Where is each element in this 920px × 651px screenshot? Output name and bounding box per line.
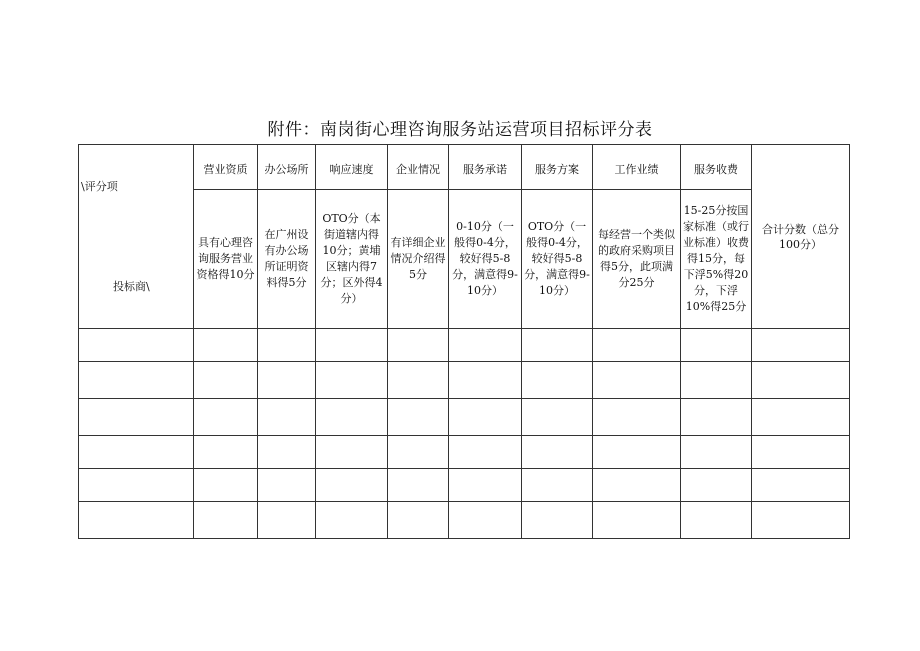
table-cell [388,502,449,539]
table-cell [681,399,752,436]
table-cell [449,399,522,436]
criteria-company: 有详细企业情况介绍得5分 [388,190,449,329]
header-performance: 工作业绩 [593,145,681,190]
table-cell [79,469,194,502]
table-row [79,469,850,502]
table-cell [449,436,522,469]
header-fee: 服务收费 [681,145,752,190]
table-cell [593,329,681,362]
table-cell [522,502,593,539]
corner-bottom-label: 投标商\ [113,280,150,293]
table-cell [79,436,194,469]
scoring-table [78,144,850,539]
table-row [79,329,850,362]
table-cell [258,362,316,399]
table-cell [316,436,388,469]
table-cell [79,362,194,399]
table-cell [258,399,316,436]
table-row [79,362,850,399]
criteria-fee: 15-25分按国家标准（或行业标准）收费得15分，每下浮5%得20分，下浮10%得25分 [681,190,752,329]
table-cell [752,399,850,436]
table-cell [79,502,194,539]
table-cell [388,399,449,436]
table-cell [449,362,522,399]
table-cell [522,436,593,469]
header-plan: 服务方案 [522,145,593,190]
table-cell [316,469,388,502]
table-cell [258,436,316,469]
bidder-rows [79,329,850,539]
header-row [79,145,850,190]
table-cell [593,362,681,399]
table-cell [522,469,593,502]
table-cell [316,502,388,539]
table-cell [194,399,258,436]
table-cell [388,329,449,362]
criteria-qualification: 具有心理咨询服务营业资格得10分 [194,190,258,329]
table-cell [752,436,850,469]
table-cell [593,469,681,502]
table-cell [258,469,316,502]
table-cell [79,329,194,362]
criteria-row [79,190,850,329]
table-row [79,399,850,436]
table-cell [522,399,593,436]
header-response: 响应速度 [316,145,388,190]
corner-cell [79,145,194,329]
table-cell [593,436,681,469]
table-cell [194,502,258,539]
table-cell [681,436,752,469]
corner-top-label: \评分项 [81,180,118,193]
criteria-plan: OTO分（一般得0-4分，较好得5-8分，满意得9-10分） [522,190,593,329]
criteria-office: 在广州设有办公场所证明资料得5分 [258,190,316,329]
table-cell [449,469,522,502]
page-title: 附件：南岗街心理咨询服务站运营项目招标评分表 [267,120,653,140]
table-cell [681,469,752,502]
criteria-commitment: 0-10分（一般得0-4分，较好得5-8分，满意得9-10分） [449,190,522,329]
table-cell [388,436,449,469]
table-cell [316,329,388,362]
criteria-performance: 每经营一个类似的政府采购项目得5分，此项满分25分 [593,190,681,329]
table-cell [316,399,388,436]
table-cell [194,329,258,362]
table-cell [681,329,752,362]
table-cell [388,362,449,399]
table-cell [388,469,449,502]
table-cell [681,362,752,399]
table-cell [593,502,681,539]
table-cell [316,362,388,399]
table-cell [522,329,593,362]
table-cell [752,362,850,399]
table-cell [681,502,752,539]
header-office: 办公场所 [258,145,316,190]
table-cell [593,399,681,436]
table-cell [194,469,258,502]
table-cell [522,362,593,399]
table-cell [194,436,258,469]
table-cell [752,502,850,539]
table-cell [194,362,258,399]
table-cell [258,329,316,362]
criteria-response: OTO分（本街道辖内得10分；黄埔区辖内得7分；区外得4分） [316,190,388,329]
table-cell [258,502,316,539]
header-qualification: 营业资质 [194,145,258,190]
table-cell [752,469,850,502]
table-cell [752,329,850,362]
table-row [79,436,850,469]
table-cell [449,329,522,362]
table-cell [449,502,522,539]
header-commitment: 服务承诺 [449,145,522,190]
header-total: 合计分数（总分100分） [752,145,850,329]
table-row [79,502,850,539]
table-cell [79,399,194,436]
header-company: 企业情况 [388,145,449,190]
